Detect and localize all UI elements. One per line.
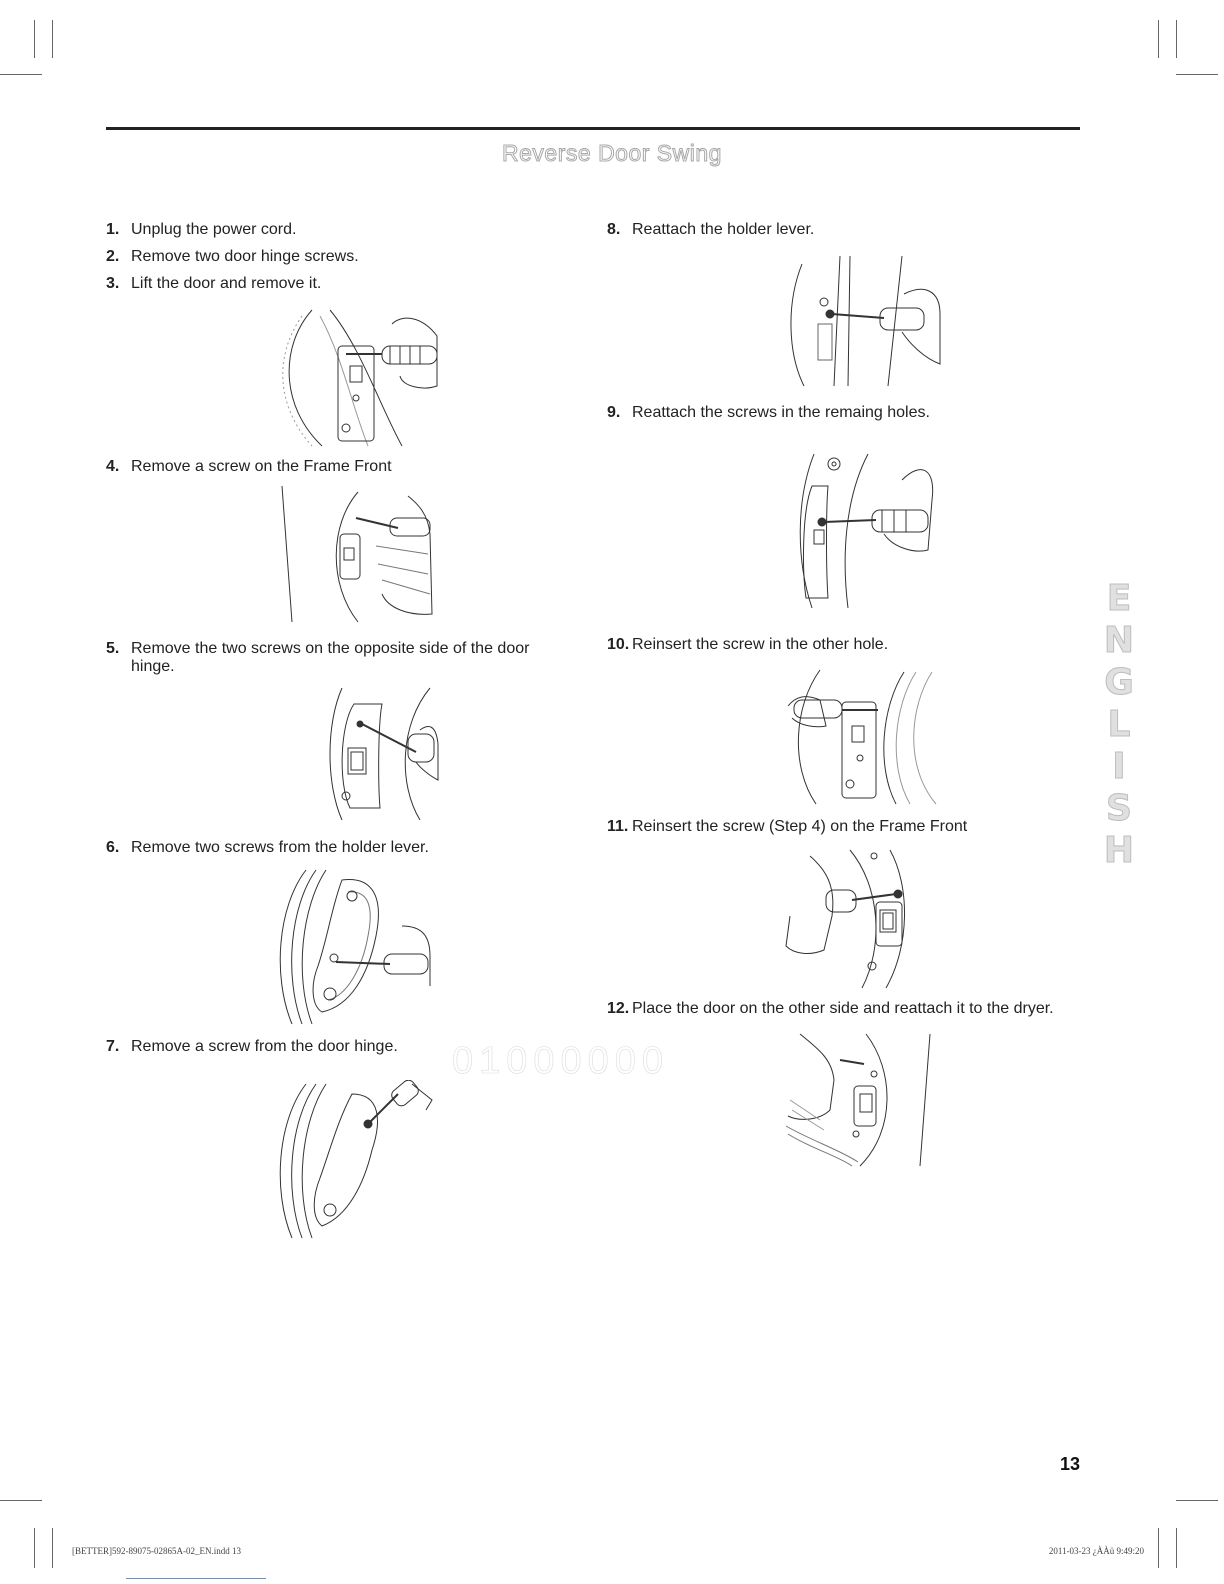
reinsert-frame-front-screw-illustration — [780, 846, 920, 990]
step-1 — [106, 221, 566, 239]
step-text: Remove a screw on the Frame Front — [131, 458, 392, 475]
step-number: 1. — [106, 221, 120, 238]
door-hinge-screwdriver-illustration — [272, 306, 444, 448]
step-2 — [106, 248, 566, 266]
step-text: Reinsert the screw (Step 4) on the Frame Front — [632, 818, 968, 835]
side-tab-letter: I — [1112, 746, 1126, 787]
step-text: Reattach the holder lever. — [632, 221, 815, 238]
side-tab-letter: S — [1106, 788, 1132, 829]
crop-mark — [52, 1528, 53, 1568]
step-number: 4. — [106, 458, 120, 475]
step-number: 12. — [607, 1000, 630, 1017]
reattach-screws-illustration — [792, 450, 938, 610]
page-number: 13 — [1059, 1454, 1080, 1474]
step-12 — [607, 1000, 1087, 1018]
step-number: 5. — [106, 640, 120, 657]
step-number: 6. — [106, 839, 120, 856]
crop-mark — [1176, 1500, 1218, 1501]
side-tab-letter: L — [1107, 704, 1131, 745]
language-side-tab — [1098, 578, 1140, 872]
door-hinge-screw-illustration — [272, 1080, 436, 1240]
opposite-hinge-screws-illustration — [320, 684, 440, 824]
side-tab-letter: E — [1106, 578, 1132, 619]
frame-front-screw-illustration — [278, 484, 438, 624]
step-4 — [106, 458, 566, 476]
step-number: 2. — [106, 248, 120, 265]
reattach-holder-lever-illustration — [784, 254, 944, 388]
crop-mark — [1176, 20, 1177, 58]
crop-mark — [0, 74, 42, 75]
crop-mark — [1176, 1528, 1177, 1568]
step-text: Unplug the power cord. — [131, 221, 297, 238]
step-9 — [607, 404, 1087, 422]
place-door-illustration — [780, 1030, 940, 1170]
ghost-text: 01000000 — [452, 1040, 670, 1082]
crop-mark — [0, 1500, 42, 1501]
reinsert-screw-illustration — [786, 666, 944, 806]
step-text: Reattach the screws in the remaing holes. — [632, 404, 930, 421]
step-number: 11. — [607, 818, 629, 835]
crop-mark — [1158, 1528, 1159, 1568]
step-number: 8. — [607, 221, 621, 238]
crop-mark — [34, 1528, 35, 1568]
crop-mark — [34, 20, 35, 58]
step-text: Lift the door and remove it. — [131, 275, 322, 292]
holder-lever-screws-illustration — [272, 866, 436, 1026]
crop-mark — [52, 20, 53, 58]
step-11 — [607, 818, 1087, 836]
side-tab-letter: N — [1103, 620, 1135, 661]
footer-link-underline — [126, 1578, 266, 1579]
step-number: 10. — [607, 636, 630, 653]
step-number: 3. — [106, 275, 120, 292]
step-text: Reinsert the screw in the other hole. — [632, 636, 889, 653]
crop-mark — [1176, 74, 1218, 75]
step-10 — [607, 636, 1087, 654]
step-text: Remove two screws from the holder lever. — [131, 839, 429, 856]
header-rule — [106, 127, 1080, 130]
step-text: Remove a screw from the door hinge. — [131, 1038, 398, 1055]
step-8 — [607, 221, 1087, 239]
crop-mark — [1158, 20, 1159, 58]
step-text: Place the door on the other side and reattach it to the dryer. — [632, 1000, 1054, 1017]
step-text: Remove the two screws on the opposite side of the door hinge. — [131, 640, 530, 675]
side-tab-letter: G — [1104, 662, 1134, 703]
step-6 — [106, 839, 566, 857]
step-5 — [106, 640, 566, 676]
page-title: Reverse Door Swing — [502, 140, 722, 166]
step-text: Remove two door hinge screws. — [131, 248, 359, 265]
side-tab-letter: H — [1103, 830, 1135, 871]
step-3 — [106, 275, 566, 293]
footer-file-name: [BETTER]592-89075-02865A-02_EN.indd 13 — [72, 1546, 241, 1556]
step-number: 9. — [607, 404, 621, 421]
footer-timestamp: 2011-03-23 ¿ÀÀü 9:49:20 — [1048, 1546, 1144, 1556]
step-number: 7. — [106, 1038, 120, 1055]
